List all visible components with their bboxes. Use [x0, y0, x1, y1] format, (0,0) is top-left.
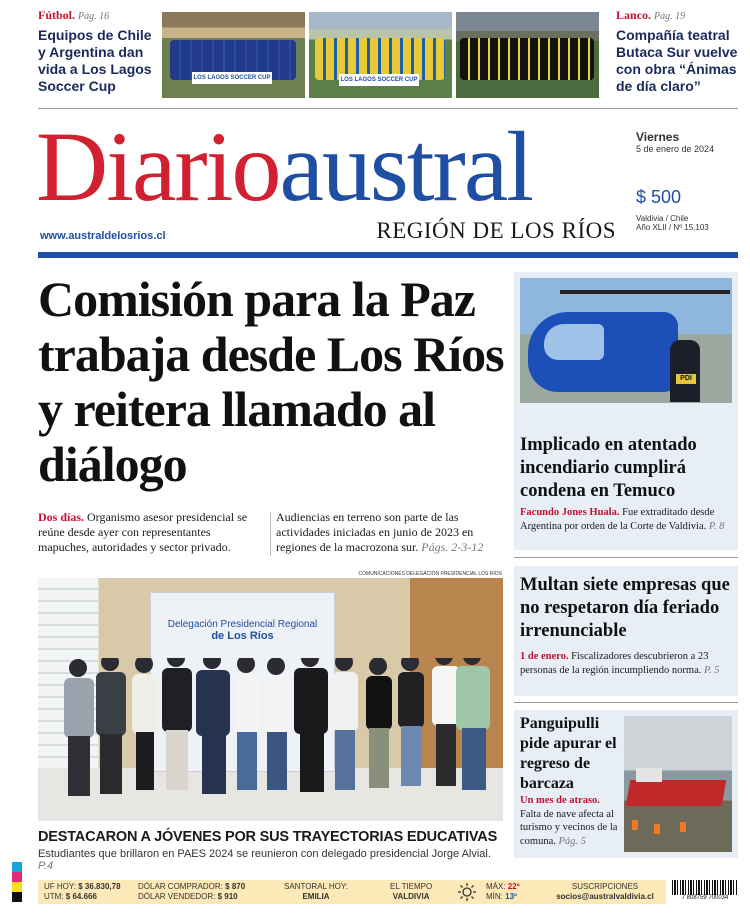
barcode: [672, 880, 738, 904]
saint-label: SANTORAL HOY:: [284, 882, 349, 891]
footer-dollar: [138, 882, 245, 902]
side2-kicker: 1 de enero.: [520, 651, 569, 662]
soccer-team-photo-3: [456, 12, 599, 98]
section-label: Lanco.: [616, 8, 652, 22]
lead-body-left: Organismo asesor presidencial se reúne desde ayer con representantes mapuches, autoridades y sector privado.: [38, 510, 248, 554]
issue-location: Valdivia / Chile: [636, 214, 689, 223]
lead-body-right: Audiencias en terreno son parte de las actividades iniciadas en junio de 2023 en regiones de la macrozona sur.: [276, 510, 474, 554]
people-silhouettes: [52, 658, 492, 798]
top-story-right[interactable]: [616, 8, 741, 104]
banner-line-2: de Los Ríos: [211, 630, 274, 642]
footer-bar: [38, 880, 666, 904]
color-registration-bar: [12, 862, 22, 902]
utm-label: UTM:: [44, 892, 64, 901]
footer-subscriptions[interactable]: [548, 882, 662, 902]
lead-headline[interactable]: Comisión para la Paz trabaja desde Los Ríos y reitera llamado al diálogo: [38, 271, 504, 492]
lead-kicker: Dos días.: [38, 510, 85, 524]
lead-summary-left: [38, 510, 264, 555]
footer-uf: [44, 882, 121, 902]
footer-saint: [284, 882, 348, 902]
page-ref: P.4: [38, 860, 54, 872]
barcode-number: 7 808759 700034: [681, 895, 729, 901]
group-photo: [38, 578, 503, 821]
footer-temps: [486, 882, 520, 902]
lead-summary-right: [276, 510, 504, 555]
subs-email[interactable]: socios@australvaldivia.cl: [556, 892, 654, 901]
logo-diario: Diario: [36, 111, 280, 222]
sell-value: $ 910: [217, 892, 238, 901]
side1-kicker: Facundo Jones Huala.: [520, 507, 620, 518]
side1-headline: Implicado en atentado incendiario cumplirá condena en Temuco: [520, 435, 697, 501]
weather-label: EL TIEMPO: [390, 882, 433, 891]
page-ref: Pág. 5: [558, 835, 586, 847]
banner-text: LOS LAGOS SOCCER CUP: [339, 74, 419, 86]
side3-kicker: Un mes de atraso.: [520, 795, 600, 806]
barge-photo: [624, 716, 732, 852]
min-value: 13º: [505, 892, 517, 901]
buy-label: DÓLAR COMPRADOR:: [138, 882, 223, 891]
page-ref: P. 8: [708, 521, 725, 532]
helicopter-photo: [520, 278, 732, 403]
caption-text: Estudiantes que brillaron en PAES 2024 se reunieron con delegado presidencial Jorge Alvial.: [38, 848, 491, 860]
banner-text: LOS LAGOS SOCCER CUP: [192, 72, 272, 84]
issue-date: 5 de enero de 2024: [636, 144, 715, 154]
issue-price: $ 500: [636, 187, 682, 207]
saint-value: EMILIA: [302, 892, 330, 901]
masthead-rule: [38, 252, 738, 258]
pdi-badge: PDI: [676, 374, 696, 384]
side3-body: Falta de nave afecta al turismo y vecinos de la comuna.: [520, 808, 618, 847]
side3-headline: Panguipulli pide apurar el regreso de barcaza: [520, 715, 617, 792]
region-name: REGIÓN DE LOS RÍOS: [376, 218, 616, 243]
min-label: MÍN:: [486, 892, 503, 901]
uf-label: UF HOY:: [44, 882, 77, 891]
top-story-left[interactable]: [38, 8, 158, 104]
issue-edition: Año XLII / Nº 15.103: [636, 223, 709, 232]
sidebar-story-1[interactable]: [514, 272, 738, 550]
page-ref: Pág. 16: [78, 11, 110, 22]
issue-day: Viernes: [636, 130, 680, 144]
sidebar-story-2[interactable]: [514, 566, 738, 696]
issue-info: [636, 130, 741, 232]
divider: [514, 557, 738, 558]
website-link[interactable]: www.australdelosrios.cl: [40, 230, 166, 242]
side2-body: Fiscalizadores descubrieron a 23 personas de la región incumpliendo norma.: [520, 651, 709, 676]
side1-body: Fue extraditado desde Argentina por orden de la Corte de Valdivia.: [520, 507, 715, 532]
banner-line-1: Delegación Presidencial Regional: [167, 619, 318, 630]
photo-headline[interactable]: DESTACARON A JÓVENES POR SUS TRAYECTORIAS EDUCATIVAS: [38, 829, 498, 845]
max-value: 22º: [507, 882, 520, 891]
top-left-headline: Equipos de Chile y Argentina dan vida a Los Lagos Soccer Cup: [38, 27, 152, 94]
top-right-headline: Compañía teatral Butaca Sur vuelve con obra “Ánimas de día claro”: [616, 27, 738, 94]
subs-label: SUSCRIPCIONES: [571, 882, 639, 891]
sun-icon: [458, 883, 476, 901]
max-label: MÁX:: [486, 882, 506, 891]
footer-weather: [390, 882, 432, 902]
buy-value: $ 870: [225, 882, 246, 891]
photo-caption: [38, 848, 508, 872]
side2-headline: Multan siete empresas que no respetaron día feriado irrenunciable: [520, 575, 730, 641]
soccer-team-photo-2: [309, 12, 452, 98]
page-ref: Págs. 2-3-12: [421, 540, 484, 554]
logo-austral: austral: [279, 111, 533, 222]
sell-label: DÓLAR VENDEDOR:: [138, 892, 216, 901]
weather-city: VALDIVIA: [392, 892, 430, 901]
sidebar-story-3[interactable]: [514, 710, 738, 858]
soccer-team-photo-1: [162, 12, 305, 98]
utm-value: $ 64.666: [65, 892, 97, 901]
divider: [270, 512, 271, 556]
divider: [514, 702, 738, 703]
page-ref: Pág. 19: [654, 11, 686, 22]
masthead-logo: [36, 112, 532, 222]
page-ref: P. 5: [704, 665, 720, 676]
section-label: Fútbol.: [38, 8, 76, 22]
divider: [38, 108, 738, 109]
photo-credit: COMUNICACIONES DELEGACIÓN PRESIDENCIAL LOS RÍOS: [358, 571, 502, 577]
uf-value: $ 36.830,78: [78, 882, 121, 891]
